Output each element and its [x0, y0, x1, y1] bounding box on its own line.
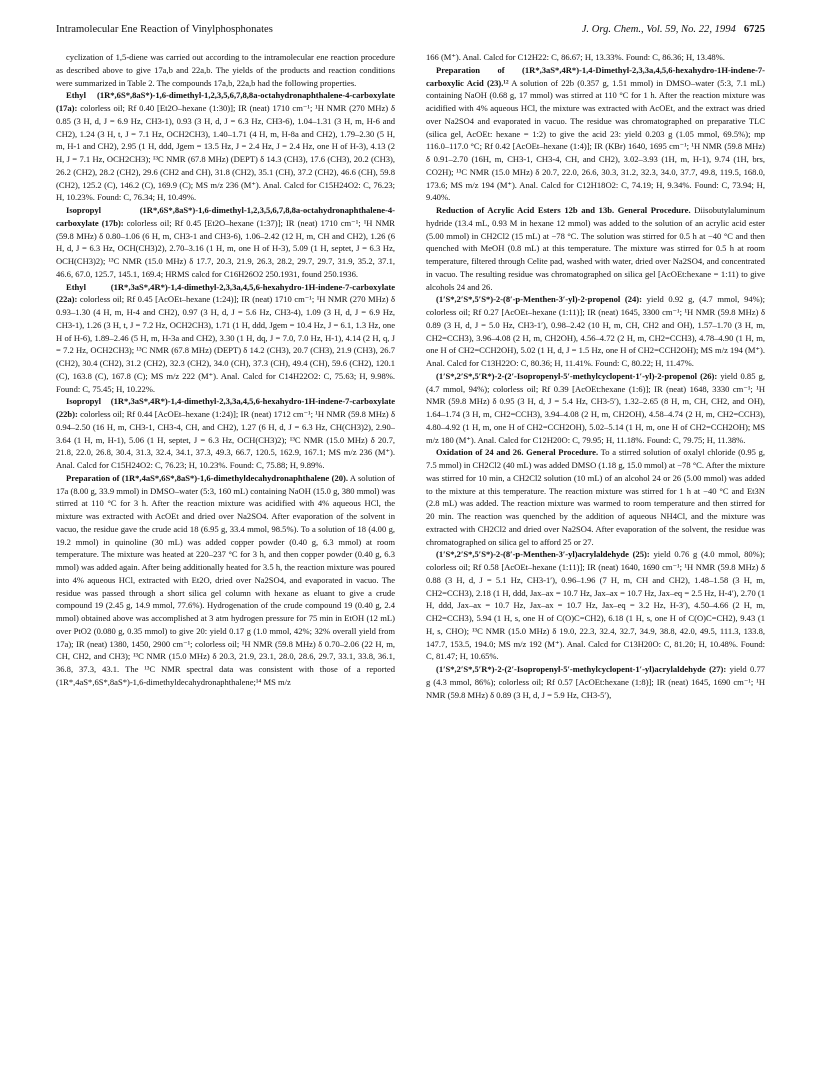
paragraph	[426, 663, 765, 701]
paragraph-heading: (1′S*,2′S*,5′S*)-2-(8′-p-Menthen-3′-yl)acrylaldehyde (25):	[436, 549, 650, 560]
running-title: Intramolecular Ene Reaction of Vinylphosphonates	[56, 24, 273, 35]
paragraph-body: yield 0.85 g, (4.7 mmol, 94%); colorless oil; Rf 0.39 [AcOEt:hexane (1:6)]; IR (neat) 1648, 3330 cm⁻¹; ¹H NMR (59.8 MHz) δ 0.95 (3 H, d, J = 5.4 Hz, CH3-5′), 1.32–2.65 (8 H, m, CH, CH2, and OH), 1.64–1.74 (3 H, m, CH2=CCH3), 3.94–4.08 (2 H, m, CH2OH), 4.58–4.74 (2 H, m, CH2=CCH3), 4.80–4.92 (1 H, m, one H of CH2=CCH2OH), 5.02–5.14 (1 H, m, one H of CH2=CCH2OH); MS m/z 180 (M⁺). Anal. Calcd for C12H20O: C, 79.95; H, 11.18%. Found: C, 79.75; H, 11.38%.	[426, 370, 765, 445]
paragraph-heading: (1′S*,2′S*,5′S*)-2-(8′-p-Menthen-3′-yl)-2-propenol (24):	[436, 294, 642, 305]
paragraph-body: colorless oil; Rf 0.45 [Et2O–hexane (1:37)]; IR (neat) 1710 cm⁻¹; ¹H NMR (59.8 MHz) δ 0.80–1.06 (6 H, m, CH3-1 and CH3-6), 1.06–2.42 (12 H, m, CH and CH2), 1.26 (6 H, d, J = 6.3 Hz, OCH(CH3)2), 2.70–3.16 (1 H, m, one H of H-3), 5.09 (1 H, septet, J = 6.3 Hz, OCH(CH3)2); ¹³C NMR (15.0 MHz) δ 17.7, 20.3, 21.9, 26.3, 28.2, 29.7, 29.7, 31.9, 35.2, 37.1, 46.6, 67.0, 125.7, 145.1, 169.4; HRMS calcd for C16H26O2 250.1931, found 250.1936.	[56, 217, 395, 279]
paragraph-body: colorless oil; Rf 0.45 [AcOEt–hexane (1:24)]; IR (neat) 1710 cm⁻¹; ¹H NMR (270 MHz) δ 0.93–1.30 (4 H, m, H-4 and CH2), 0.97 (3 H, d, J = 5.6 Hz, CH3-4), 1.09 (3 H, d, J = 6.9 Hz, CH3-1), 1.26 (3 H, t, J = 7.2 Hz, OCH2CH3), 1.71 (1 H, ddd, Jgem = 10.4 Hz, J = 6.1, 1.3 Hz, one H of H-6), 1.89–2.46 (5 H, m, H-3a and CH2), 3.30 (1 H, dq, J = 7.0, 7.0 Hz, H-1), 4.14 (2 H, q, J = 7.2 Hz, OCH2CH3); ¹³C NMR (67.8 MHz) (DEPT) δ 14.2 (CH3), 20.7 (CH3), 21.9 (CH3), 26.7 (CH2), 30.4 (CH2), 31.2 (CH2), 32.3 (CH2), 34.0 (CH), 37.3 (CH), 49.4 (CH), 59.6 (CH2), 120.1 (C), 163.8 (C), 167.8 (C); MS m/z 222 (M⁺). Anal. Calcd for C14H22O2: C, 75.63; H, 9.98%. Found: C, 75.45; H, 10.22%.	[56, 294, 395, 394]
paragraph-body: yield 0.76 g (4.0 mmol, 80%); colorless oil; Rf 0.58 [AcOEt–hexane (1:11)]; IR (neat) 1640, 1690 cm⁻¹; ¹H NMR (59.8 MHz) δ 0.88 (3 H, d, J = 5.1 Hz, CH3-1′), 0.96–1.96 (7 H, m, CH and CH2), 1.48–1.58 (3 H, m, CH2=CCH3), 2.18 (1 H, ddd, Jax–ax = 10.7 Hz, Jax–ax = 10.7 Hz, Jax–eq = 2.5 Hz, H-4′), 2.70 (1 H, ddd, Jax–ax = 10.7 Hz, Jax–ax = 10.7 Hz, Jax–eq = 3.2 Hz, H-3′), 4.50–4.66 (2 H, m, CH2=CCH3), 5.94 (1 H, s, one H of C(O)C=CH2), 6.18 (1 H, s, one H of C(O)C=CH2), 9.43 (1 H, s, CHO); ¹³C NMR (15.0 MHz) δ 19.0, 22.3, 32.4, 32.7, 34.9, 38.8, 42.0, 49.5, 111.3, 133.8, 147.7, 153.5, 194.0; MS m/z 192 (M⁺). Anal. Calcd for C13H20O: C, 81.20; H, 10.48%. Found: C, 81.47; H, 10.65%.	[426, 549, 765, 662]
paragraph	[426, 51, 765, 64]
paragraph	[56, 281, 395, 396]
paragraph-body: A solution of 22b (0.357 g, 1.51 mmol) in DMSO–water (5:3, 7.1 mL) containing NaOH (0.68 g, 17 mmol) was stirred at 110 °C for 1 h. After the reaction mixture was acidified with 4% aqueous HCl, the mixture was extracted with AcOEt, and the extract was dried over Na2SO4 and evaporated in vacuo. The residue was chromatographed on preparative TLC (silica gel, AcOEt: hexane = 1:2) to give the acid 23: yield 0.203 g (1.05 mmol, 69.5%); mp 116.0–117.0 °C; Rf 0.42 [AcOEt–hexane (1:4)]; IR (KBr) 1640, 1695 cm⁻¹; ¹H NMR (59.8 MHz) δ 0.91–2.70 (16H, m, CH3-1, CH3-4, CH, and CH2), 3.02–3.93 (1H, m, H-1), 9.74 (1H, brs, CO2H); ¹³C NMR (15.0 MHz) δ 20.7, 22.0, 26.6, 30.3, 31.2, 32.3, 34.0, 37.7, 49.8, 119.5, 168.0, 173.6; MS m/z 194 (M⁺). Anal. Calcd for C12H18O2: C, 74.19; H, 9.34%. Found: C, 73.94; H, 9.40%.	[426, 77, 765, 203]
paragraph-body: To a stirred solution of oxalyl chloride (0.95 g, 7.5 mmol) in CH2Cl2 (40 mL) was added DMSO (1.18 g, 15.0 mmol) at −78 °C. After the mixture was stirred for 10 min, a CH2Cl2 solution (10 mL) of an alcohol 24 or 26 (5.00 mmol) was added to the mixture at this temperature. The reaction mixture was stirred for 1 h at −40 °C and Et3N (2.8 mL) was added. The reaction mixture was warmed to room temperature and then stirred for 20 min. The reaction was quenched by the addition of aqueous NH4Cl, and the mixture was extracted with CH2Cl2 and dried over Na2SO4. After evaporation of the solvent, the residue was chromatographed on silica gel to afford 25 or 27.	[426, 447, 765, 547]
paragraph	[56, 472, 395, 689]
paragraph-heading: Ethyl (1R*,6S*,8aS*)-1,6-dimethyl-1,2,3,5,6,7,8,8a-octahydronaphthalene-4-carboxylate (17a):	[56, 90, 395, 113]
paragraph-heading: Preparation of (1R*,4aS*,6S*,8aS*)-1,6-dimethyldecahydronaphthalene (20).	[66, 472, 348, 483]
paragraph-heading: Reduction of Acrylic Acid Esters 12b and 13b. General Procedure.	[436, 205, 691, 215]
paragraph	[426, 370, 765, 447]
paragraph-body: yield 0.92 g, (4.7 mmol, 94%); colorless oil; Rf 0.27 [AcOEt–hexane (1:11)]; IR (neat) 1645, 3300 cm⁻¹; ¹H NMR (59.8 MHz) δ 0.89 (3 H, d, J = 5.0 Hz, CH3-1′), 0.98–2.42 (10 H, m, CH, CH2 and OH), 1.57–1.70 (3 H, m, CH2=CCH3), 3.96–4.08 (2 H, m, CH2OH), 4.56–4.72 (2 H, m, CH2=CCH3), 4.78–4.90 (1 H, m, one H of CH2=CCH2OH), 5.02 (1 H, d, J = 1.5 Hz, one H of CH2=CCH2OH); MS m/z 194 (M⁺). Anal. Calcd for C13H22O: C, 80.36; H, 11.41%. Found: C, 80.22; H, 11.47%.	[426, 294, 765, 368]
paragraph	[426, 548, 765, 663]
paragraph-body: A solution of 17a (8.00 g, 33.9 mmol) in DMSO–water (5:3, 160 mL) containing NaOH (15.0 g, 380 mmol) was stirred at 110 °C for 3 h. After the reaction mixture was acidified with 4% aqueous HCl, the mixture was extracted with AcOEt and dried over Na2SO4. After evaporation of the solvent in vacuo, the residue gave the crude acid 18 (6.95 g, 33.4 mmol, 98.5%). To a solution of 18 (4.00 g, 19.2 mmol) in quinoline (30 mL) was added copper powder (0.40 g, 6.3 mmol) at room temperature. The mixture was heated at 220–237 °C for 3 h, and then copper powder (0.40 g, 6.3 mmol) was added again. After being additionally heated for 3.5 h, the reaction mixture was poured into 4% aqueous HCl, extracted with Et2O, dried over Na2SO4, and evaporated in vacuo. The residue was passed through a short silica gel column with hexane as eluant to give a crude compound 19 (2.45 g, 14.9 mmol, 77.6%). Hydrogenation of the crude compound 19 (0.40 g, 2.4 mmol) obtained above was accomplished at 3 atm hydrogen pressure for 75 min in EtOH (12 mL) over PtO2 (0.080 g, 0.35 mmol) to give 20: yield 0.17 g (1.0 mmol, 42%; 32% overall yield from 17a); IR (neat) 1380, 1450, 2900 cm⁻¹; colorless oil; ¹H NMR (59.8 MHz) δ 0.70–2.06 (22 H, m, CH, CH2, and CH3); ¹³C NMR (15.0 MHz) δ 20.3, 21.9, 23.1, 28.0, 28.6, 29.7, 33.1, 33.8, 36.1, 36.8, 37.3, 43.1. The ¹³C NMR spectral data was consistent with those of a reported (1R*,4aS*,6S*,8aS*)-1,6-dimethyldecahydronaphthalene;¹⁴ MS m/z	[56, 472, 395, 687]
paragraph	[56, 89, 395, 204]
paragraph	[426, 204, 765, 293]
paragraph	[426, 293, 765, 370]
paragraph-heading: (1′S*,2′S*,5′R*)-2-(2′-Isopropenyl-5′-methylcyclopent-1′-yl)acrylaldehyde (27):	[436, 664, 727, 674]
paragraph-heading: Preparation of (1R*,3aS*,4R*)-1,4-Dimethyl-2,3,3a,4,5,6-hexahydro-1H-indene-7-carboxylic Acid (23).¹²	[426, 64, 765, 88]
journal-citation	[582, 22, 765, 38]
paragraph	[56, 395, 395, 472]
paragraph-body: yield 0.77 g (4.3 mmol, 86%); colorless oil; Rf 0.57 [AcOEt:hexane (1:8)]; IR (neat) 1645, 1690 cm⁻¹; ¹H NMR (59.8 MHz) δ 0.89 (3 H, d, J = 5.9 Hz, CH3-5′),	[426, 664, 765, 700]
paragraph-heading: Ethyl (1R*,3aS*,4R*)-1,4-dimethyl-2,3,3a,4,5,6-hexahydro-1H-indene-7-carboxylate (22a):	[56, 281, 395, 305]
paragraph-heading: (1′S*,2′S*,5′R*)-2-(2′-Isopropenyl-5′-methylcyclopent-1′-yl)-2-propenol (26):	[436, 370, 718, 381]
left-column	[56, 51, 395, 1053]
paragraph	[56, 204, 395, 281]
paragraph	[426, 446, 765, 548]
paragraph-heading: Isopropyl (1R*,3aS*,4R*)-1,4-dimethyl-2,3,3a,4,5,6-hexahydro-1H-indene-7-carboxylate (22b):	[56, 396, 395, 419]
paragraph-heading: Oxidation of 24 and 26. General Procedure.	[436, 447, 599, 458]
paragraph	[426, 64, 765, 204]
paragraph-body: cyclization of 1,5-diene was carried out according to the intramolecular ene reaction procedure as described above to give 17a,b and 22a,b. The yields of the products and reaction conditions were summarized in Table 2. The compounds 17a,b, 22a,b had the following properties.	[56, 52, 395, 88]
page-number: 6725	[743, 24, 765, 35]
paragraph-body: colorless oil; Rf 0.44 [AcOEt–hexane (1:24)]; IR (neat) 1712 cm⁻¹; ¹H NMR (59.8 MHz) δ 0.94–2.50 (16 H, m, CH3-1, CH3-4, CH, and CH2), 1.27 (6 H, d, J = 6.3 Hz, CH(CH3)2), 2.90–3.64 (1 H, m, H-1), 5.06 (1 H, septet, J = 6.3 Hz, OCH(CH3)2); ¹³C NMR (15.0 MHz) δ 20.7, 21.8, 22.0, 26.8, 30.4, 31.3, 32.4, 34.1, 37.3, 49.3, 66.7, 120.5, 162.9, 167.1; MS m/z 236 (M⁺). Anal. Calcd for C15H24O2: C, 76.23; H, 10.23%. Found: C, 75.88; H, 9.89%.	[56, 409, 395, 470]
right-column	[426, 51, 765, 1053]
page-header	[56, 22, 765, 38]
paragraph-body: 166 (M⁺). Anal. Calcd for C12H22: C, 86.67; H, 13.33%. Found: C, 86.36; H, 13.48%.	[426, 52, 725, 62]
paragraph-heading: Isopropyl (1R*,6S*,8aS*)-1,6-dimethyl-1,2,3,5,6,7,8,8a-octahydronaphthalene-4-carboxylate (17b):	[56, 205, 395, 228]
paragraph-body: Diisobutylaluminum hydride (13.4 mL, 0.93 M in hexane 12 mmol) was added to the solution of an acrylic acid ester (5.00 mmol) in CH2Cl2 (15 mL) at −78 °C. The solution was stirred for 0.5 h at −40 °C and then quenched with MeOH (0.8 mL) at this temperature. The mixture was stirred for 0.5 h at room temperature, filtered through Celite pad, washed with water, dried over Na2SO4, and concentrated in vacuo. The resulting residue was chromatographed on silica gel [AcOEt:hexane = 1:11) to give alcohols 24 and 26.	[426, 205, 765, 292]
journal-name: J. Org. Chem., Vol. 59, No. 22, 1994	[581, 24, 736, 35]
paragraph	[56, 51, 395, 89]
paragraph-body: colorless oil; Rf 0.40 [Et2O–hexane (1:30)]; IR (neat) 1710 cm⁻¹; ¹H NMR (270 MHz) δ 0.85 (3 H, d, J = 6.9 Hz, CH3-1), 0.93 (3 H, d, J = 6.3 Hz, CH3-6), 1.04–1.31 (3 H, m, H-6 and CH2), 1.24 (3 H, t, J = 7.1 Hz, OCH2CH3), 1.40–1.71 (4 H, m, H-8a and CH2), 1.79–2.30 (5 H, m, H-1 and CH2), 2.95 (1 H, ddd, Jgem = 13.5 Hz, J = 2.4 Hz, J = 2.4 Hz, one H of H-3), 4.13 (2 H, J = 7.1 Hz, OCH2CH3); ¹³C NMR (67.8 MHz) (DEPT) δ 14.3 (CH3), 17.6 (CH3), 20.2 (CH3), 26.2 (CH2), 28.2 (CH2), 29.6 (CH2 and CH), 31.8 (CH2), 35.1 (CH), 37.2 (CH2), 46.6 (CH), 59.8 (CH2), 125.2 (C), 146.2 (C), 169.9 (C); MS m/z 236 (M⁺). Anal. Calcd for C15H24O2: C, 76.23; H, 10.23%. Found: C, 76.34; H, 10.49%.	[56, 103, 395, 203]
